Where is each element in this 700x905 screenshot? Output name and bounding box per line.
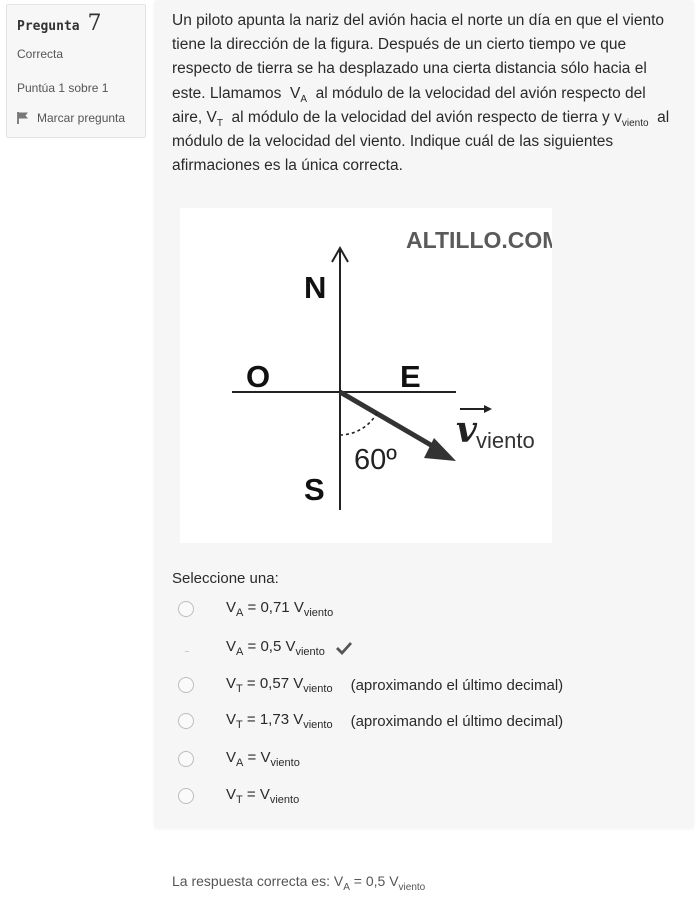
question-text-part-1: Un piloto apunta la nariz del avión hacia el norte un día en que el viento tiene la dirección de la figura. Después de un cierto tiempo ve que respecto de tierra se ha desplazado una cierta distancia sólo hacia el este. Llamamos [172,12,665,102]
angle-label: 60º [354,444,397,476]
option-5-var: V [226,749,237,766]
var-vt-subscript: T [216,117,223,129]
option-3-var-sub: T [236,683,243,695]
select-label: Seleccione una: [172,570,279,587]
flag-question-link[interactable] [15,111,125,125]
question-number-value: 7 [87,11,102,36]
option-5-eq: = V [243,749,271,766]
watermark-text: ALTILLO.COM [406,227,552,253]
check-icon [335,641,353,655]
answer-prefix: La respuesta correcta es: [172,873,334,889]
radio-option-2[interactable] [178,640,194,656]
option-5-var-sub: A [236,757,244,769]
flag-question-label: Marcar pregunta [37,111,126,125]
north-label: N [304,270,327,305]
answer-option-6[interactable] [178,784,299,808]
answer-eq: = 0,5 V [349,873,399,889]
correct-answer-feedback [172,873,425,893]
vector-subscript: viento [476,428,535,453]
option-2-eq: = 0,5 V [243,638,296,655]
figure-diagram [180,208,552,543]
wind-vector-line [340,392,436,448]
option-2-var-sub: A [236,646,244,658]
option-6-text [226,786,299,806]
question-text-part-3: al módulo de la velocidad del avión respecto de tierra y v [227,108,622,126]
option-2-text [226,638,325,658]
wind-direction-figure [180,208,552,543]
option-6-eq-sub: viento [269,794,300,806]
answer-option-5[interactable] [178,747,300,771]
option-4-var-sub: T [236,719,243,731]
option-3-eq-sub: viento [303,683,333,695]
vector-overarrow-head [484,405,492,413]
west-label: O [246,359,271,394]
option-1-var: V [226,599,237,616]
option-3-text [226,675,333,695]
option-4-note: (aproximando el último decimal) [350,712,564,730]
var-va-letter: V [290,84,301,102]
question-text-part-4: al módulo de la velocidad del viento. Indique cuál de las siguientes afirmaciones es la única correcta. [172,108,670,175]
question-text-part-2: al módulo de la velocidad del avión respecto del aire, [172,84,646,126]
option-5-text [226,749,300,769]
option-6-eq: = V [242,786,270,803]
option-4-text [226,711,333,731]
east-label: E [400,359,421,394]
flag-icon [15,111,31,125]
question-state: Correcta [17,47,64,61]
option-1-eq-sub: viento [303,607,334,619]
radio-option-4[interactable] [178,713,194,729]
option-2-eq-sub: viento [295,646,325,658]
option-6-var: V [226,786,237,803]
answer-var-sub: A [343,881,350,893]
angle-arc [340,413,377,435]
var-va-subscript: A [300,93,308,105]
radio-option-3[interactable] [178,677,194,693]
answer-option-2[interactable] [178,636,353,660]
radio-option-6[interactable] [178,788,194,804]
option-3-var: V [226,675,237,692]
radio-option-5[interactable] [178,751,194,767]
question-word: Pregunta [17,19,80,34]
south-label: S [304,472,325,507]
question-number [17,11,101,36]
option-4-var: V [226,711,237,728]
radio-option-1[interactable] [178,601,194,617]
answer-option-4[interactable] [178,709,563,733]
option-5-eq-sub: viento [270,757,300,769]
option-3-eq: = 0,57 V [242,675,304,692]
option-1-text [226,599,333,619]
answer-var: V [333,873,344,889]
option-3-note: (aproximando el último decimal) [350,676,564,694]
option-4-eq-sub: viento [303,719,333,731]
question-text [172,9,672,178]
question-info-panel [6,4,146,138]
answer-option-3[interactable] [178,673,563,697]
answer-eq-sub: viento [398,881,426,893]
var-vviento-subscript: viento [621,117,649,129]
question-grade: Puntúa 1 sobre 1 [17,81,109,95]
var-vt-letter: V [206,108,217,126]
option-1-var-sub: A [236,607,244,619]
option-6-var-sub: T [236,794,243,806]
answer-option-1[interactable] [178,597,333,621]
vector-symbol: v [456,409,477,451]
option-4-eq: = 1,73 V [242,711,304,728]
option-1-eq: = 0,71 V [243,599,304,616]
option-2-var: V [226,638,237,655]
